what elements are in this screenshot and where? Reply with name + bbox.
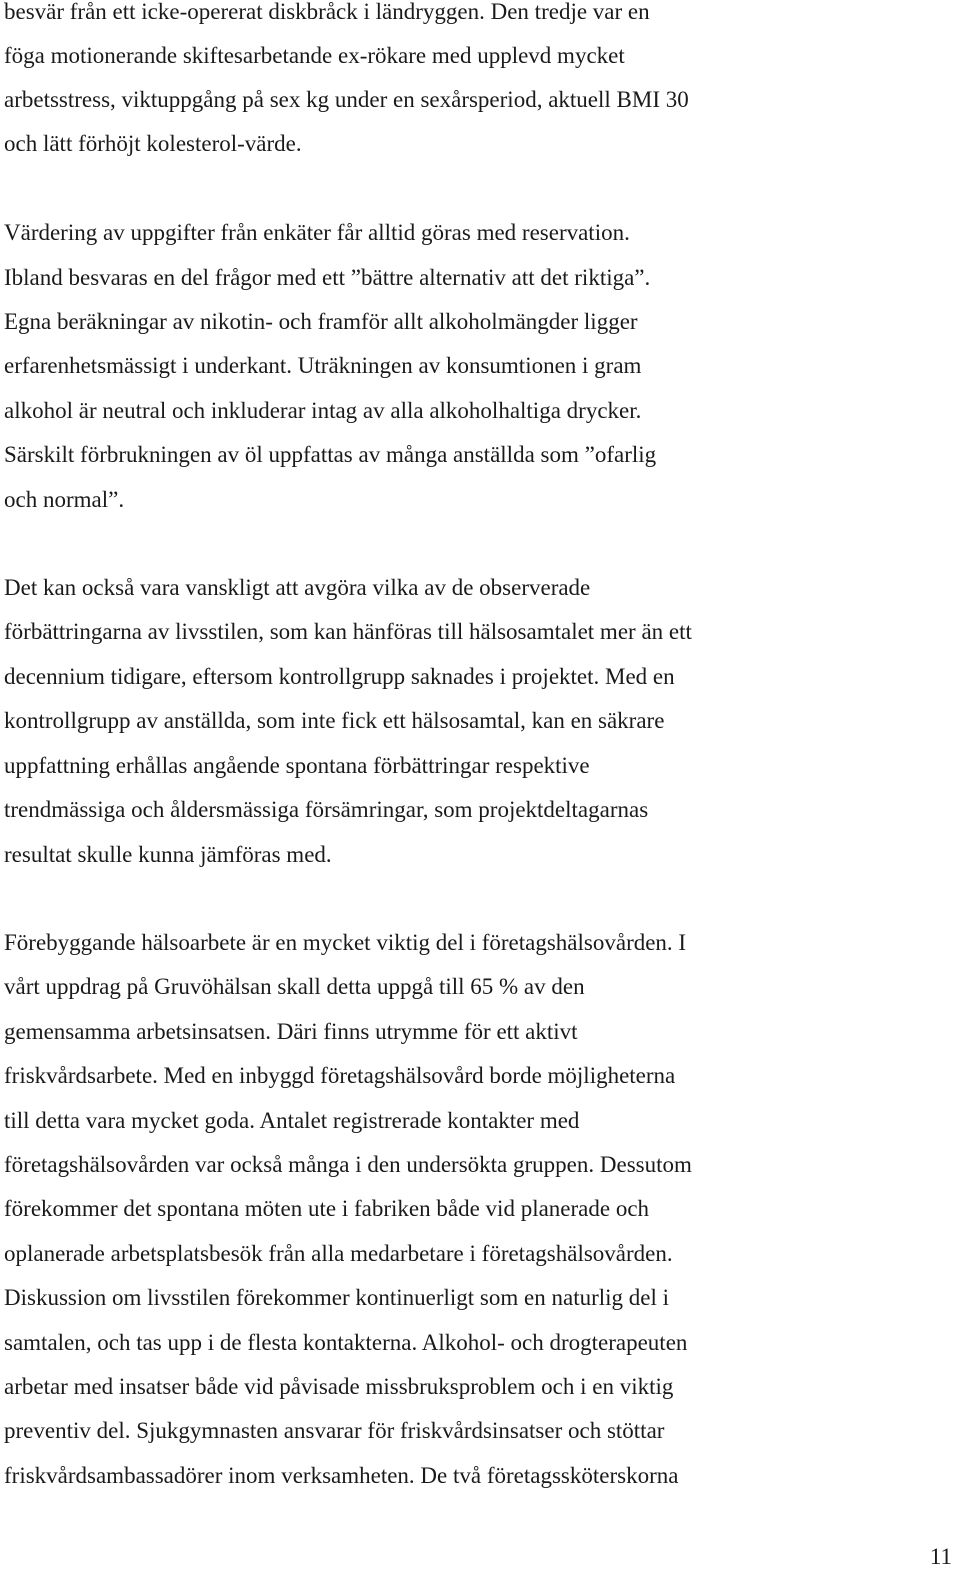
- text-line: Egna beräkningar av nikotin- och framför allt alkoholmängder ligger: [4, 309, 638, 334]
- text-line: vårt uppdrag på Gruvöhälsan skall detta uppgå till 65 % av den: [4, 974, 585, 999]
- text-line: Värdering av uppgifter från enkäter får alltid göras med reservation.: [4, 220, 630, 245]
- text-line: alkohol är neutral och inkluderar intag av alla alkoholhaltiga drycker.: [4, 398, 642, 423]
- text-line: trendmässiga och åldersmässiga försämringar, som projektdeltagarnas: [4, 797, 649, 822]
- text-line: oplanerade arbetsplatsbesök från alla medarbetare i företagshälsovården.: [4, 1241, 673, 1266]
- text-line: Det kan också vara vanskligt att avgöra vilka av de observerade: [4, 575, 591, 600]
- text-line: arbetsstress, viktuppgång på sex kg under en sexårsperiod, aktuell BMI 30: [4, 87, 689, 112]
- text-line: till detta vara mycket goda. Antalet registrerade kontakter med: [4, 1108, 580, 1133]
- text-line: företagshälsovården var också många i den undersökta gruppen. Dessutom: [4, 1152, 692, 1177]
- text-line: samtalen, och tas upp i de flesta kontakterna. Alkohol- och drogterapeuten: [4, 1330, 688, 1355]
- text-line: kontrollgrupp av anställda, som inte fick ett hälsosamtal, kan en säkrare: [4, 708, 665, 733]
- text-line: Förebyggande hälsoarbete är en mycket viktig del i företagshälsovården. I: [4, 930, 687, 955]
- page-number: 11: [929, 1544, 952, 1569]
- text-line: förekommer det spontana möten ute i fabriken både vid planerade och: [4, 1196, 650, 1221]
- text-line: erfarenhetsmässigt i underkant. Uträkningen av konsumtionen i gram: [4, 353, 642, 378]
- text-line: och lätt förhöjt kolesterol-värde.: [4, 131, 302, 156]
- text-line: friskvårdsarbete. Med en inbyggd företagshälsovård borde möjligheterna: [4, 1063, 676, 1088]
- text-line: arbetar med insatser både vid påvisade missbruksproblem och i en viktig: [4, 1374, 674, 1399]
- text-line: föga motionerande skiftesarbetande ex-rökare med upplevd mycket: [4, 43, 625, 68]
- text-line: Diskussion om livsstilen förekommer kontinuerligt som en naturlig del i: [4, 1285, 670, 1310]
- text-line: Ibland besvaras en del frågor med ett ”bättre alternativ att det riktiga”.: [4, 265, 651, 290]
- text-line: resultat skulle kunna jämföras med.: [4, 842, 332, 867]
- text-line: friskvårdsambassadörer inom verksamheten. De två företagssköterskorna: [4, 1463, 679, 1488]
- text-line: besvär från ett icke-opererat diskbråck i ländryggen. Den tredje var en: [4, 0, 650, 24]
- text-line: förbättringarna av livsstilen, som kan hänföras till hälsosamtalet mer än ett: [4, 619, 692, 644]
- text-line: gemensamma arbetsinsatsen. Däri finns utrymme för ett aktivt: [4, 1019, 578, 1044]
- text-line: och normal”.: [4, 487, 125, 512]
- text-line: decennium tidigare, eftersom kontrollgrupp saknades i projektet. Med en: [4, 664, 675, 689]
- text-line: uppfattning erhållas angående spontana förbättringar respektive: [4, 753, 590, 778]
- text-line: preventiv del. Sjukgymnasten ansvarar för friskvårdsinsatser och stöttar: [4, 1418, 665, 1443]
- text-line: Särskilt förbrukningen av öl uppfattas av många anställda som ”ofarlig: [4, 442, 657, 467]
